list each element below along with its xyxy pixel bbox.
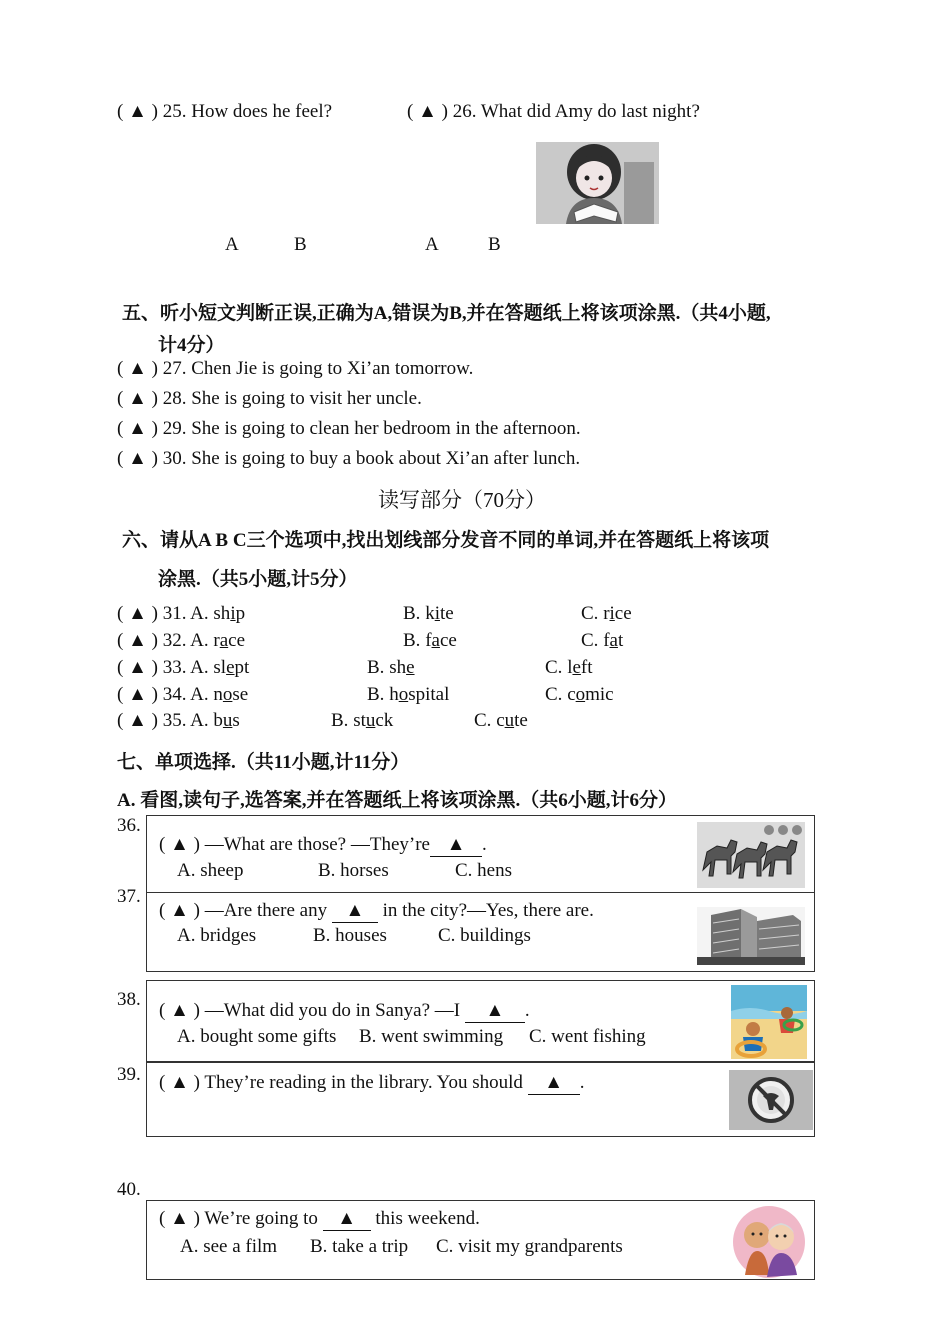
question-25 xyxy=(117,101,332,123)
question-number: 38. xyxy=(117,989,141,1010)
option-a: A. see a film xyxy=(180,1236,278,1257)
option-b-label: B xyxy=(488,234,501,255)
question-36-text: ( ▲ ) —What are those? —They’re ▲ . xyxy=(159,834,487,855)
question-text: 28. She is going to visit her uncle. xyxy=(162,388,422,409)
answer-paren: ( ▲ ) xyxy=(117,603,158,624)
option-a-label: A xyxy=(425,234,439,255)
buildings-image xyxy=(697,907,805,965)
option-c: C. went fishing xyxy=(529,1026,646,1047)
option-a-label: A xyxy=(225,234,239,255)
question-text: 30. She is going to buy a book about Xi’an after lunch. xyxy=(162,448,581,469)
answer-paren: ( ▲ ) xyxy=(117,448,158,469)
option-c-word: C. rice xyxy=(581,603,632,624)
question-35 xyxy=(117,710,240,732)
question-39-text: ( ▲ ) They’re reading in the library. You should ▲ . xyxy=(159,1072,585,1093)
option-c: C. hens xyxy=(455,860,512,881)
question-29 xyxy=(117,418,581,440)
question-38-box xyxy=(146,980,815,1062)
question-40-text: ( ▲ ) We’re going to ▲ this weekend. xyxy=(159,1208,480,1229)
answer-paren: ( ▲ ) xyxy=(117,630,158,651)
answer-blank: ▲ xyxy=(528,1072,580,1095)
question-36-box xyxy=(146,815,815,894)
option-b-word: B. stuck xyxy=(331,710,394,731)
section-7-heading: 七、单项选择.（共11小题,计11分） xyxy=(117,752,410,773)
answer-paren: ( ▲ ) xyxy=(117,388,158,409)
option-c-word: C. comic xyxy=(545,684,614,705)
girl-reading-image xyxy=(536,142,659,224)
grandparents-image xyxy=(731,1205,807,1279)
answer-blank: ▲ xyxy=(323,1208,371,1231)
answer-paren: ( ▲ ) xyxy=(117,358,158,379)
option-b: B. went swimming xyxy=(359,1026,504,1047)
option-c-word: C. cute xyxy=(474,710,528,731)
option-a-word: slept xyxy=(213,657,250,678)
question-34 xyxy=(117,684,248,706)
question-30 xyxy=(117,448,580,470)
question-40-box xyxy=(146,1200,815,1280)
question-number: 31. A. xyxy=(162,603,209,624)
section-5-heading-cont: 计4分） xyxy=(158,335,225,356)
option-c: C. visit my grandparents xyxy=(436,1236,623,1257)
option-b: B. horses xyxy=(318,860,389,881)
option-b-word: B. she xyxy=(367,657,415,678)
section-5-heading: 五、听小短文判断正误,正确为A,错误为B,并在答题纸上将该项涂黑.（共4小题, xyxy=(122,303,771,324)
question-31 xyxy=(117,603,245,625)
question-39-box xyxy=(146,1062,815,1137)
answer-paren: ( ▲ ) xyxy=(117,710,158,731)
question-38-text: ( ▲ ) —What did you do in Sanya? —I ▲ . xyxy=(159,1000,530,1021)
option-b-word: B. hospital xyxy=(367,684,450,705)
beach-image xyxy=(731,985,807,1059)
question-number: 36. xyxy=(117,815,141,836)
question-number: 32. A. xyxy=(162,630,209,651)
no-talking-sign-image xyxy=(729,1070,813,1130)
question-32 xyxy=(117,630,245,652)
answer-paren: ( ▲ ) xyxy=(117,684,158,705)
question-text: 29. She is going to clean her bedroom in the afternoon. xyxy=(162,418,581,439)
option-c-word: C. fat xyxy=(581,630,624,651)
question-number: 39. xyxy=(117,1064,141,1085)
option-a-word: race xyxy=(213,630,246,651)
option-a-word: nose xyxy=(213,684,249,705)
option-b-label: B xyxy=(294,234,307,255)
option-a-word: bus xyxy=(213,710,240,731)
question-37-text: ( ▲ ) —Are there any ▲ in the city?—Yes, there are. xyxy=(159,900,594,921)
answer-paren: ( ▲ ) xyxy=(117,657,158,678)
horses-image xyxy=(697,822,805,888)
question-text: 26. What did Amy do last night? xyxy=(452,101,700,122)
option-b: B. houses xyxy=(313,925,387,946)
option-a-word: ship xyxy=(213,603,246,624)
question-number: 35. A. xyxy=(162,710,209,731)
option-b-word: B. face xyxy=(403,630,457,651)
answer-paren: ( ▲ ) xyxy=(407,101,448,122)
answer-paren: ( ▲ ) xyxy=(117,101,158,122)
answer-paren: ( ▲ ) xyxy=(117,418,158,439)
question-37-box xyxy=(146,892,815,972)
section-6-heading: 六、请从A B C三个选项中,找出划线部分发音不同的单词,并在答题纸上将该项 xyxy=(122,530,770,551)
answer-blank: ▲ xyxy=(332,900,378,923)
question-number: 40. xyxy=(117,1179,141,1200)
question-number: 34. A. xyxy=(162,684,209,705)
option-a: A. sheep xyxy=(177,860,244,881)
part-title: 读写部分（70分） xyxy=(378,488,546,512)
option-c: C. buildings xyxy=(438,925,531,946)
option-b: B. take a trip xyxy=(310,1236,409,1257)
question-27 xyxy=(117,358,473,380)
answer-blank: ▲ xyxy=(430,834,482,857)
option-b-word: B. kite xyxy=(403,603,454,624)
section-7a-heading: A. 看图,读句子,选答案,并在答题纸上将该项涂黑.（共6小题,计6分） xyxy=(117,790,677,811)
question-33 xyxy=(117,657,249,679)
option-a: A. bought some gifts xyxy=(177,1026,337,1047)
answer-blank: ▲ xyxy=(465,1000,525,1023)
question-text: 25. How does he feel? xyxy=(162,101,333,122)
question-number: 33. A. xyxy=(162,657,209,678)
section-6-heading-cont: 涂黑.（共5小题,计5分） xyxy=(158,569,358,590)
question-number: 37. xyxy=(117,886,141,907)
question-26 xyxy=(407,101,700,123)
option-a: A. bridges xyxy=(177,925,257,946)
question-28 xyxy=(117,388,422,410)
option-c-word: C. left xyxy=(545,657,593,678)
question-text: 27. Chen Jie is going to Xi’an tomorrow. xyxy=(162,358,474,379)
